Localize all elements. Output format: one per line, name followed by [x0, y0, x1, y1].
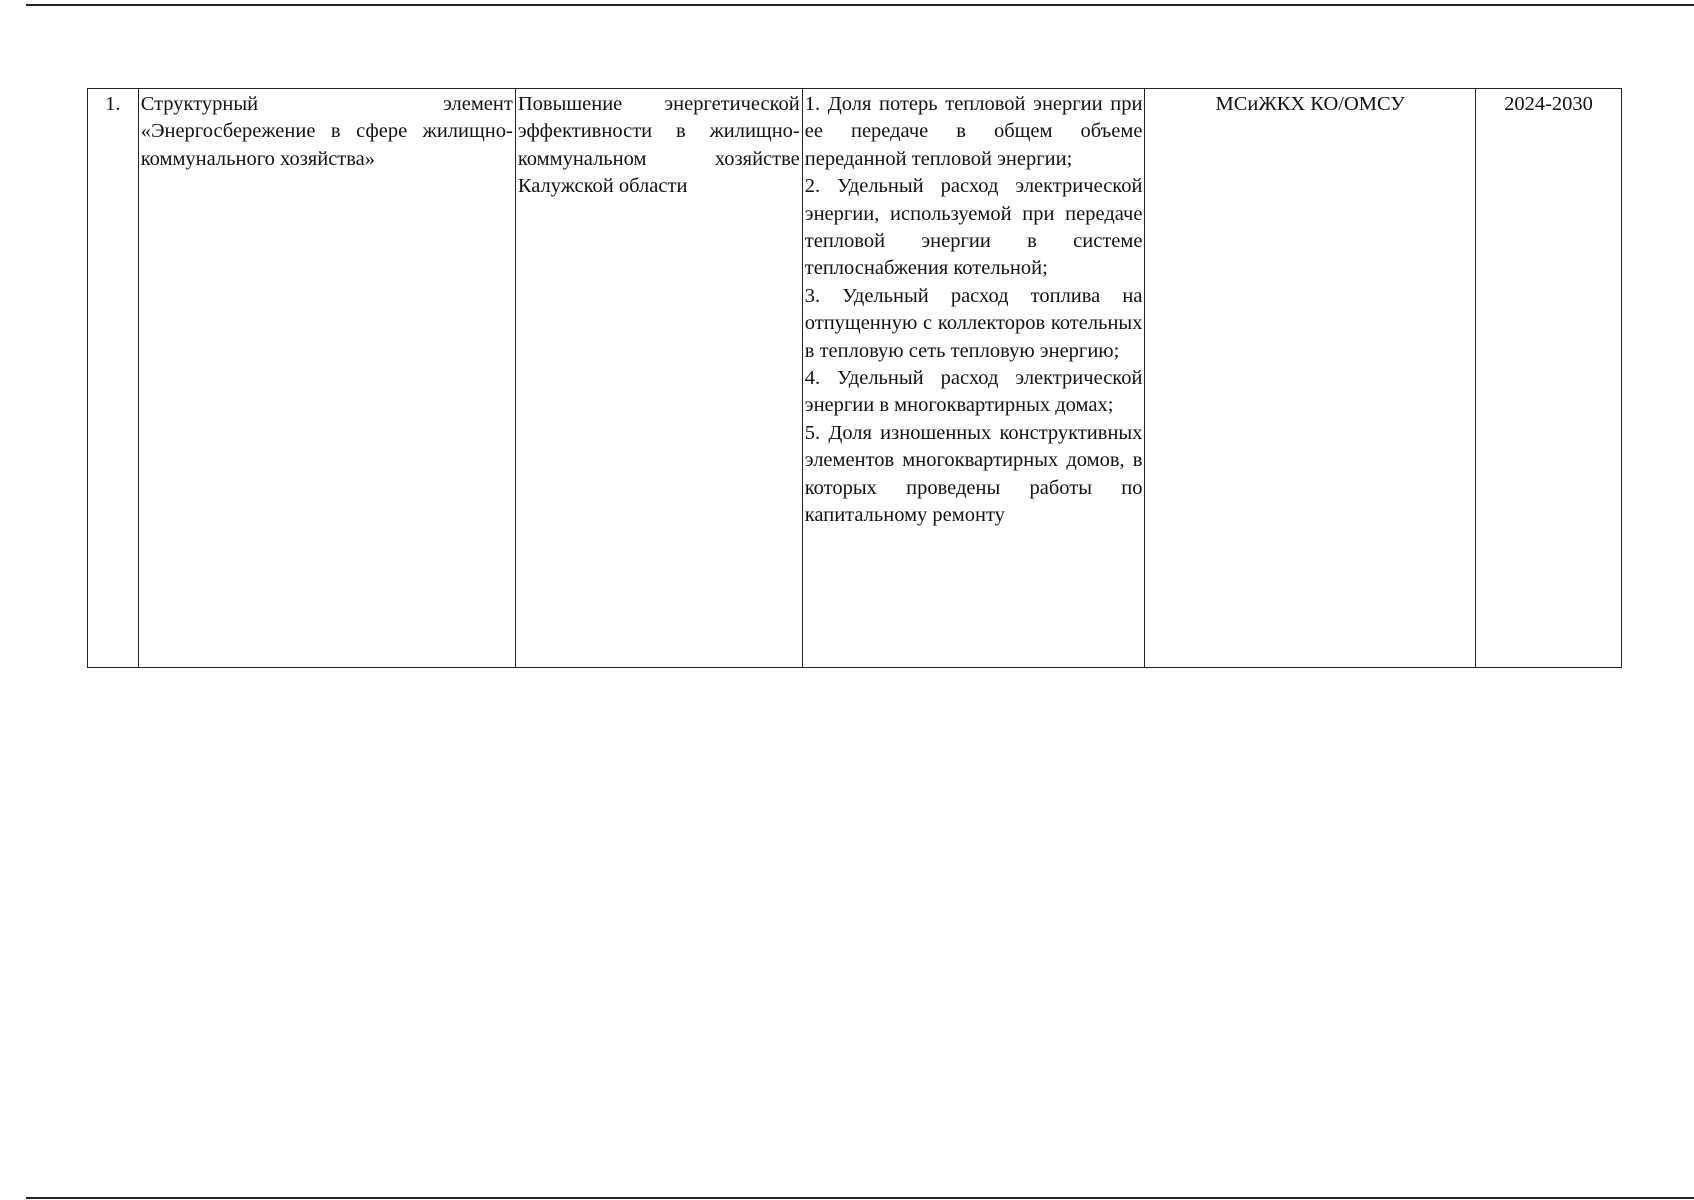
program-table	[87, 88, 1622, 668]
table-row	[88, 89, 1622, 668]
indicator-item: 4. Удельный расход электрической энергии в многоквартирных домах;	[804, 367, 1143, 417]
indicator-item: 1. Доля потерь тепловой энергии при ее передаче в общем объеме переданной тепловой энергии;	[804, 93, 1143, 170]
task-cell: Повышение энергетической эффективности в жилищно-коммунальном хозяйстве Калужской области	[515, 89, 802, 668]
indicator-item: 2. Удельный расход электрической энергии, используемой при передаче тепловой энергии в системе теплоснабжения котельной;	[804, 175, 1143, 280]
top-rule	[26, 4, 1694, 6]
indicators-cell	[802, 89, 1145, 668]
bottom-rule	[26, 1197, 1694, 1199]
responsible-cell: МСиЖКХ КО/ОМСУ	[1145, 89, 1476, 668]
indicator-item: 5. Доля изношенных конструктивных элементов многоквартирных домов, в которых проведены работы по капитальному ремонту	[804, 421, 1143, 527]
period-cell: 2024-2030	[1475, 89, 1621, 668]
structural-element-cell: Структурный элемент «Энергосбережение в сфере жилищно-коммунального хозяйства»	[138, 89, 515, 668]
row-number: 1.	[88, 89, 139, 668]
indicator-item: 3. Удельный расход топлива на отпущенную с коллекторов котельных в тепловую сеть тепловую энергию;	[804, 284, 1143, 362]
